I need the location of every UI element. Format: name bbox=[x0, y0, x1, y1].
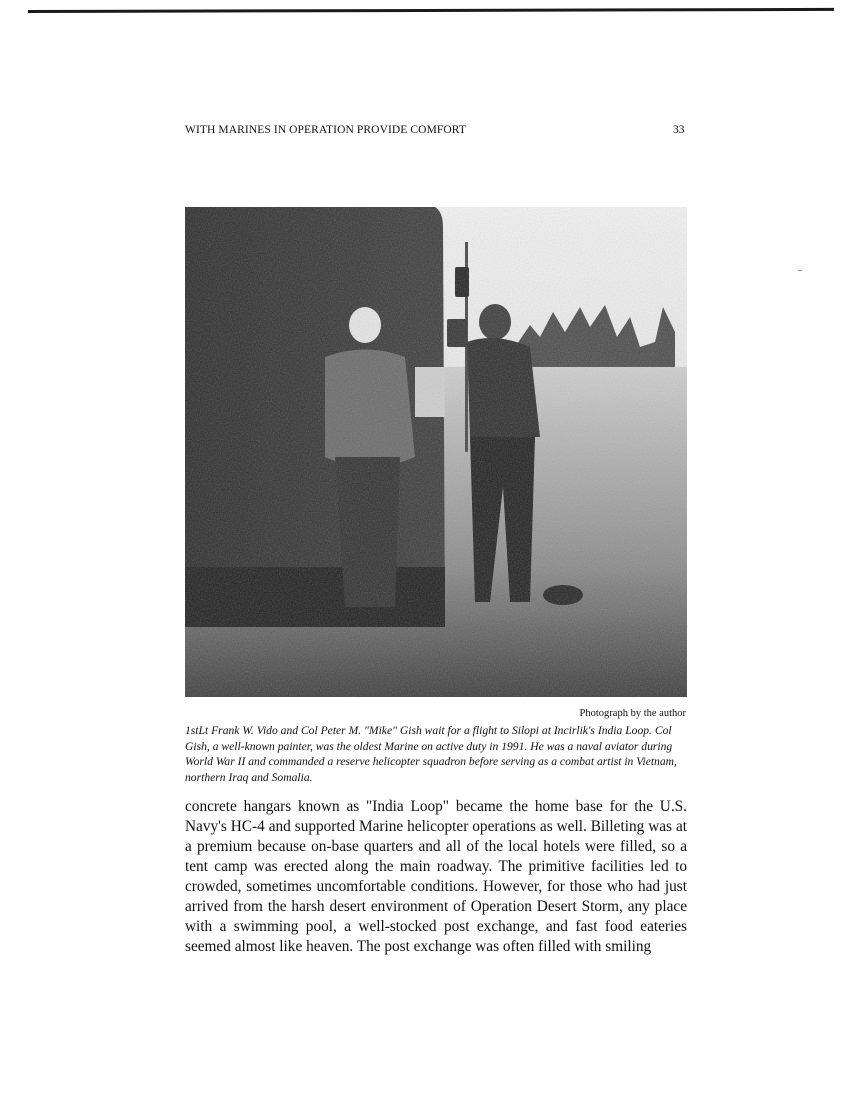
figure-caption: 1stLt Frank W. Vido and Col Peter M. "Mike" Gish wait for a flight to Silopi at Incirlik's India Loop. Col Gish, a well-known painter, was the oldest Marine on active duty in 1991. He was a naval aviator during World War II and commanded a reserve helicopter squadron before serving as a combat artist in Vietnam, northern Iraq and Somalia. bbox=[185, 724, 677, 784]
body-paragraph: concrete hangars known as "India Loop" became the home base for the U.S. Navy's HC-4 and supported Marine helicopter operations as well. Billeting was at a premium because on-base quarters and all of the local hotels were filled, so a tent camp was erected along the main roadway. The primitive facilities led to crowded, sometimes uncomfortable conditions. However, for those who had just arrived from the harsh desert environment of Operation Desert Storm, any place with a swimming pool, a well-stocked post exchange, and fast food eateries seemed almost like heaven. The post exchange was often filled with smiling bbox=[185, 798, 687, 955]
page-number: 33 bbox=[673, 124, 685, 136]
running-head: WITH MARINES IN OPERATION PROVIDE COMFORT bbox=[185, 124, 467, 136]
photograph bbox=[185, 207, 687, 697]
top-rule bbox=[28, 8, 834, 13]
photo-credit: Photograph by the author bbox=[579, 708, 686, 719]
stray-mark bbox=[798, 270, 802, 271]
